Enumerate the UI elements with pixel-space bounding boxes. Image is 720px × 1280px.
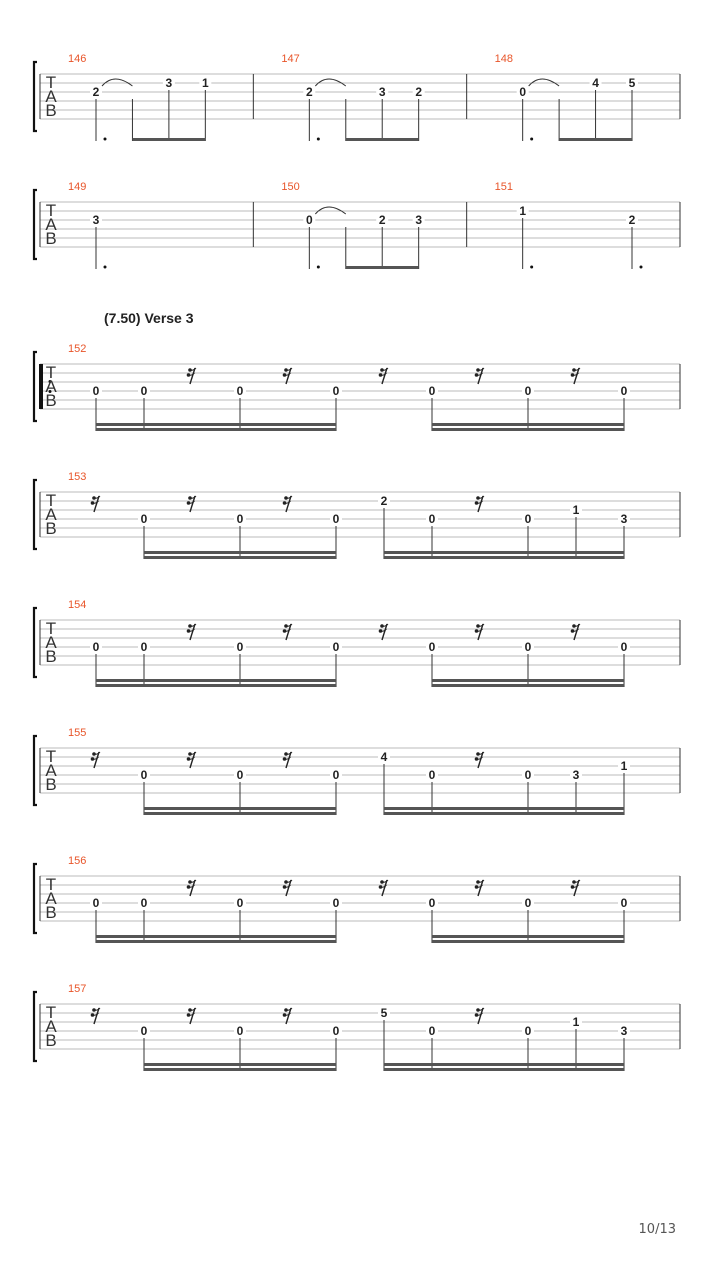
fret-number: 0 [92,896,100,910]
beam [132,138,205,141]
fret-number: 5 [380,1006,388,1020]
fret-number: 0 [428,512,436,526]
fret-number: 0 [140,1024,148,1038]
fret-number: 2 [305,85,313,99]
fret-number: 1 [201,76,209,90]
fret-number: 3 [378,85,386,99]
beam [144,807,336,810]
system-bracket [34,190,37,259]
measure-number: 146 [68,53,87,65]
tab-clef-letter: B [45,101,57,120]
fret-number: 0 [332,512,340,526]
system-bracket [34,864,37,933]
tab-clef-letter: A [45,215,57,234]
fret-number: 1 [572,1015,580,1029]
page-number: 10/13 [638,1222,676,1237]
fret-number: 2 [380,494,388,508]
beam [432,679,624,682]
fret-number: 4 [592,76,599,90]
measure-number: 149 [68,181,87,193]
fret-number: 0 [620,384,628,398]
beam [346,266,419,269]
measure-number: 157 [68,983,87,995]
fret-number: 1 [519,204,527,218]
tab-clef-letter: B [45,647,57,666]
tab-clef-letter: T [45,201,57,220]
fret-number: 2 [628,213,636,227]
fret-number: 0 [620,896,628,910]
beam [432,684,624,687]
fret-number: 5 [628,76,636,90]
fret-number: 0 [332,640,340,654]
fret-number: 0 [428,896,436,910]
measure-number: 151 [494,181,514,193]
dot [640,266,643,269]
fret-number: 0 [524,768,532,782]
fret-number: 3 [92,213,100,227]
tab-clef-letter: A [45,377,57,396]
fret-number: 3 [415,213,423,227]
fret-number: 0 [92,384,100,398]
system-bracket [34,736,37,805]
fret-number: 0 [140,512,148,526]
dot [530,138,533,141]
tab-clef-letter: A [45,633,57,652]
fret-number: 0 [140,384,148,398]
measure-number: 148 [494,53,514,65]
fret-number: 0 [332,384,340,398]
fret-number: 0 [428,384,436,398]
beam [384,556,624,559]
fret-number: 0 [428,640,436,654]
fret-number: 2 [92,85,100,99]
beam [144,812,336,815]
dot [104,266,107,269]
system-bracket [34,352,37,421]
fret-number: 0 [332,768,340,782]
beam [96,679,336,682]
fret-number: 0 [519,85,527,99]
dot [317,138,320,141]
beam [346,138,419,141]
beam [432,940,624,943]
system-bracket [34,62,37,131]
system-bracket [34,992,37,1061]
beam [384,807,624,810]
fret-number: 0 [92,640,100,654]
fret-number: 2 [378,213,386,227]
tab-clef-letter: T [45,491,57,510]
system-bracket [34,608,37,677]
fret-number: 3 [620,512,628,526]
measure-number: 152 [68,343,87,355]
fret-number: 0 [524,896,532,910]
fret-number: 3 [165,76,173,90]
beam [96,684,336,687]
fret-number: 3 [620,1024,628,1038]
dot [530,266,533,269]
fret-number: 0 [236,1024,244,1038]
fret-number: 0 [524,1024,532,1038]
fret-number: 0 [524,384,532,398]
fret-number: 0 [140,640,148,654]
fret-number: 0 [428,1024,436,1038]
fret-number: 0 [428,768,436,782]
beam [96,423,336,426]
beam [432,423,624,426]
tab-clef-letter: B [45,775,57,794]
tab-clef-letter: T [45,363,57,382]
fret-number: 0 [236,640,244,654]
fret-number: 0 [236,512,244,526]
fret-number: 4 [380,750,388,764]
measure-number: 156 [68,855,87,867]
dot [104,138,107,141]
tab-clef-letter: T [45,747,57,766]
fret-number: 0 [305,213,313,227]
tab-clef-letter: T [45,875,57,894]
beam [559,138,632,141]
beam [384,812,624,815]
fret-number: 1 [572,503,580,517]
fret-number: 0 [236,768,244,782]
tab-clef-letter: B [45,1031,57,1050]
tab-clef-letter: T [45,619,57,638]
beam [144,556,336,559]
repeat-bar [39,364,43,409]
measure-number: 147 [281,53,300,65]
fret-number: 0 [140,768,148,782]
tab-clef-letter: B [45,903,57,922]
tab-clef-letter: T [45,1003,57,1022]
fret-number: 0 [524,512,532,526]
beam [144,1063,336,1066]
tab-clef-letter: A [45,889,57,908]
beam [96,940,336,943]
tab-clef-letter: T [45,73,57,92]
fret-number: 0 [236,896,244,910]
beam [144,1068,336,1071]
beam [384,1063,624,1066]
fret-number: 0 [332,1024,340,1038]
measure-number: 153 [68,471,87,483]
fret-number: 1 [620,759,628,773]
fret-number: 0 [620,640,628,654]
tab-clef-letter: A [45,1017,57,1036]
fret-number: 0 [236,384,244,398]
fret-number: 2 [415,85,423,99]
measure-number: 155 [68,727,87,739]
dot [317,266,320,269]
beam [96,428,336,431]
tab-clef-letter: A [45,505,57,524]
fret-number: 0 [140,896,148,910]
tab-clef-letter: B [45,229,57,248]
beam [432,935,624,938]
tab-clef-letter: B [45,519,57,538]
beam [144,551,336,554]
fret-number: 0 [524,640,532,654]
tab-clef-letter: B [45,391,57,410]
system-bracket [34,480,37,549]
tab-clef-letter: A [45,761,57,780]
fret-number: 3 [572,768,580,782]
section-label: (7.50) Verse 3 [104,310,194,326]
tab-clef-letter: A [45,87,57,106]
beam [432,428,624,431]
beam [96,935,336,938]
measure-number: 154 [68,599,87,611]
fret-number: 0 [332,896,340,910]
measure-number: 150 [281,181,300,193]
beam [384,1068,624,1071]
beam [384,551,624,554]
